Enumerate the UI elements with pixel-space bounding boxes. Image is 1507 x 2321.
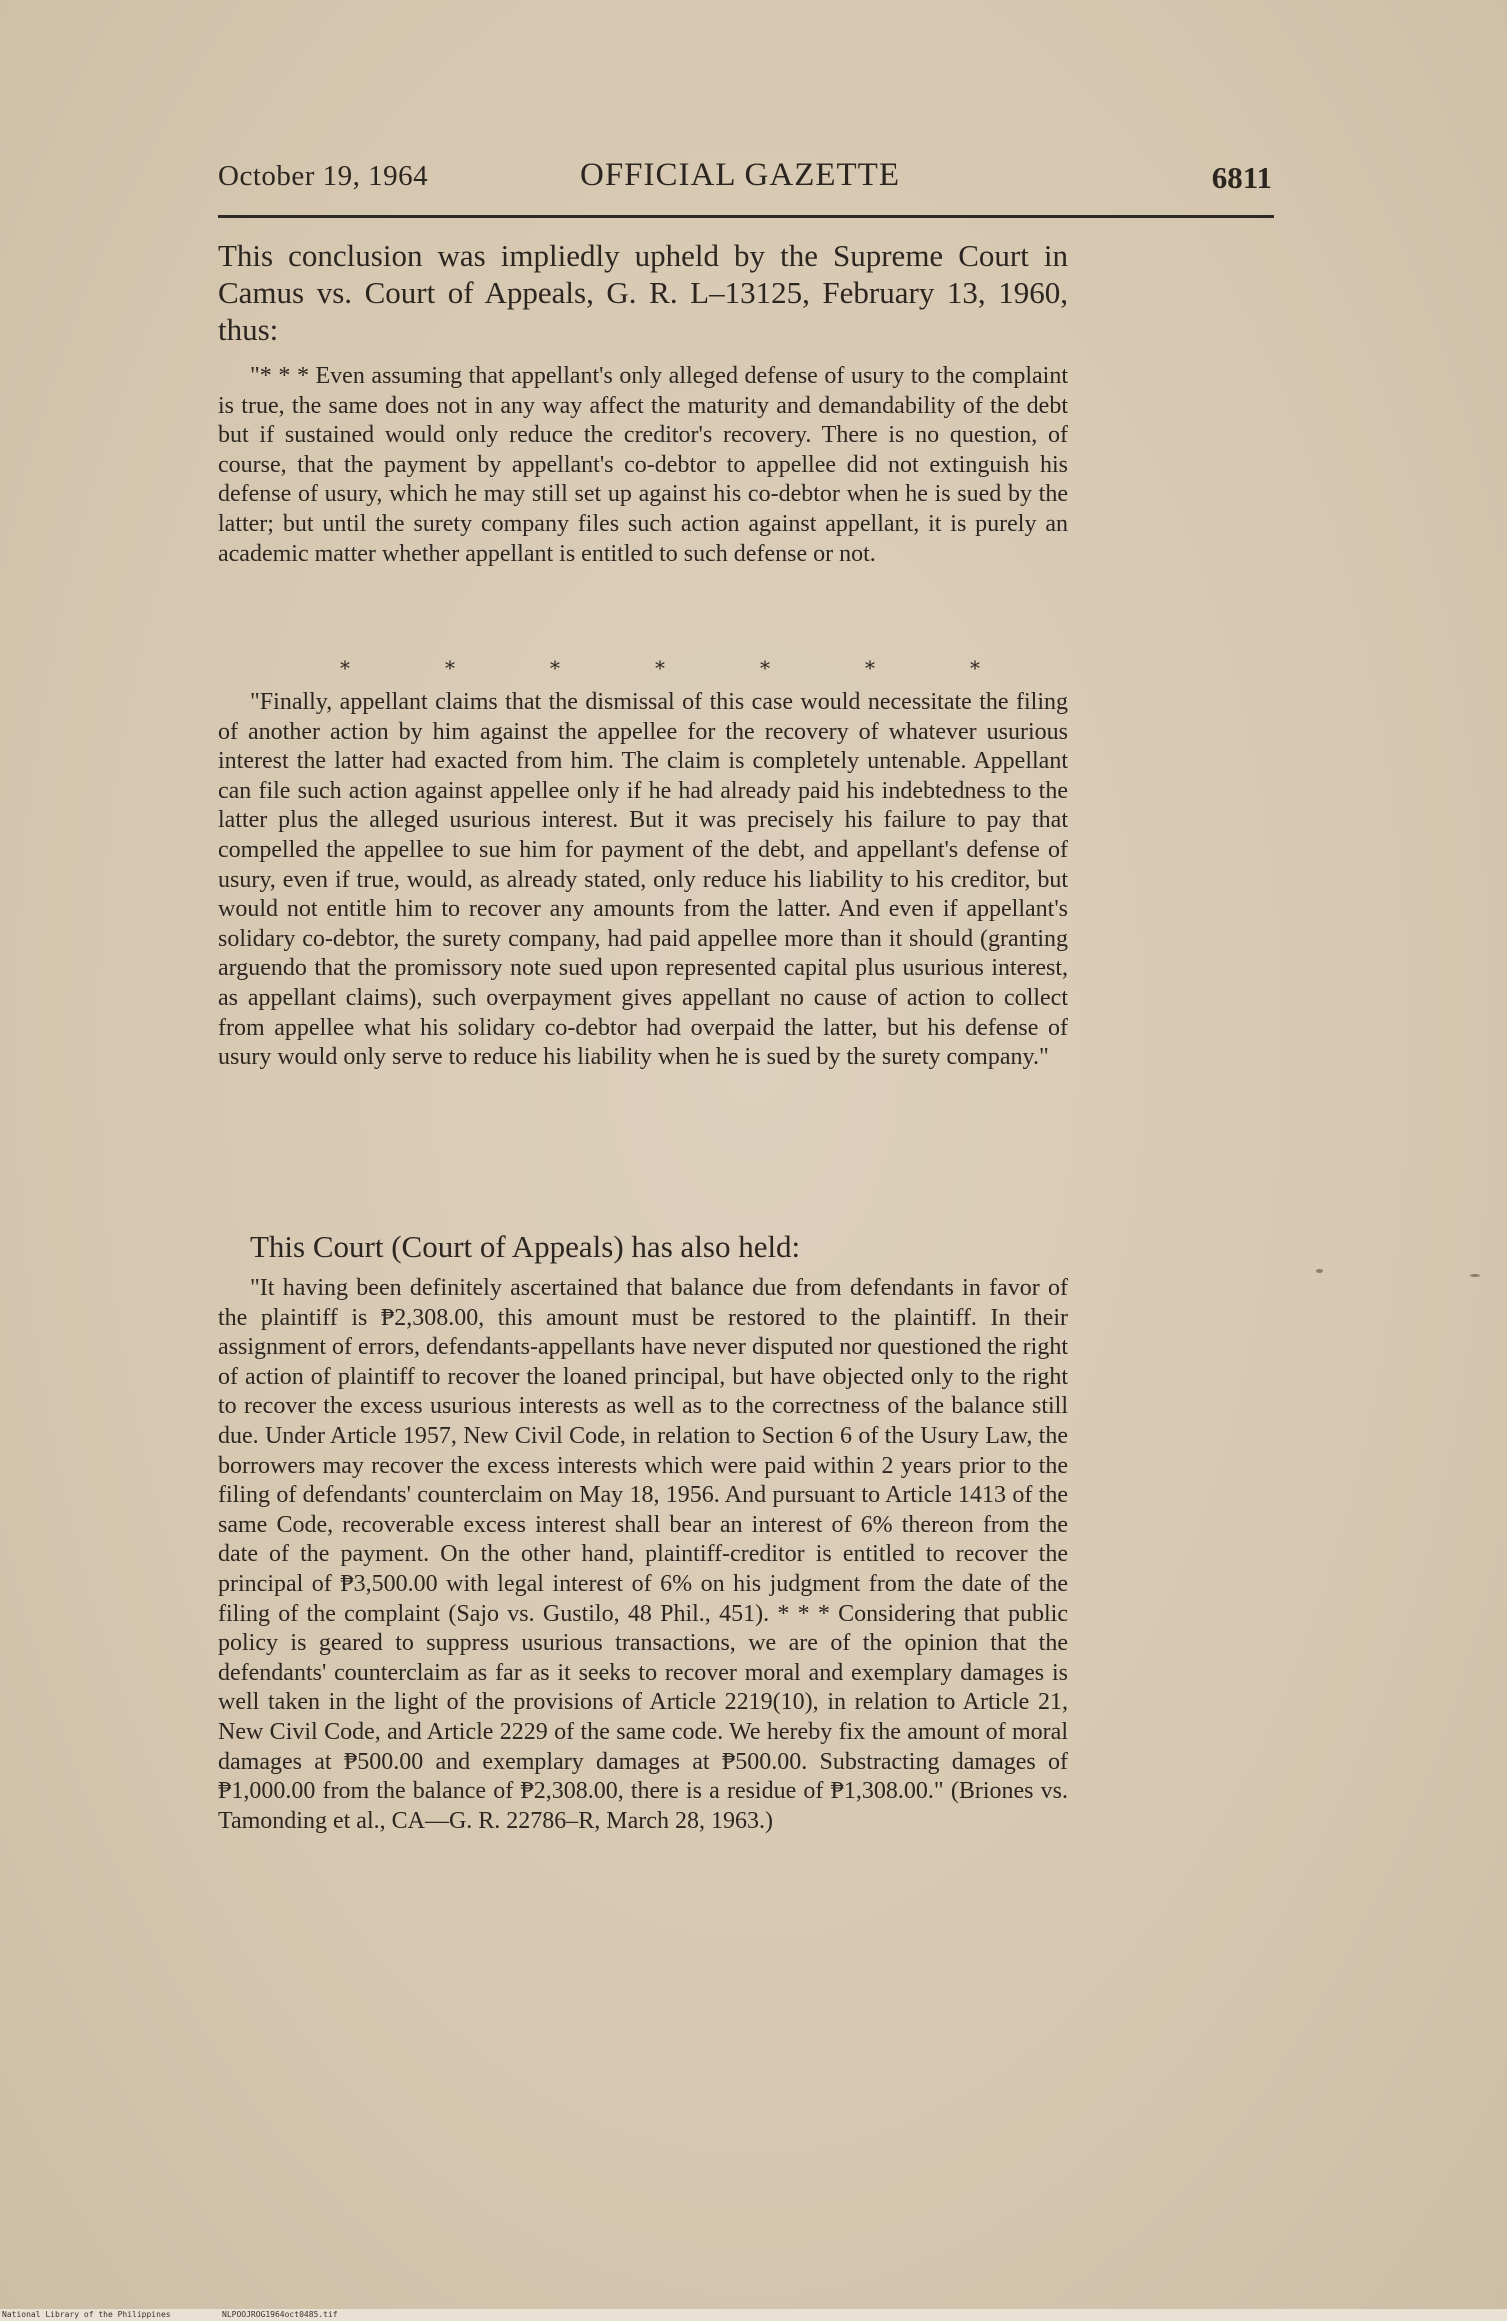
star: * xyxy=(865,656,875,680)
scan-filename: NLPOOJROG1964oct0485.tif xyxy=(222,2310,338,2319)
publication-title: OFFICIAL GAZETTE xyxy=(580,157,900,193)
page-number: 6811 xyxy=(1211,160,1272,195)
star: * xyxy=(445,656,455,680)
star: * xyxy=(340,656,350,680)
quoted-paragraph-2: "Finally, appellant claims that the dismissal of this case would necessitate the filing of another action by him against the appellee for the recovery of whatever usurious interest the latter had exacted from him. The claim is completely untenable. Appellant can file such action against appellee only if he had already paid his indebtedness to the latter plus the alleged usurious interest. But it was precisely his failure to pay that compelled the appellee to sue him for payment of the debt, and appellant's defense of usury, even if true, would, as already stated, only reduce his liability to his creditor, but would not entitle him to recover any amounts from the latter. And even if appellant's solidary co-debtor, the surety company, had paid appellee more than it should (granting arguendo that the promissory note sued upon represented capital plus usurious interest, as appellant claims), such overpayment gives appellant no cause of action to collect from appellee what his solidary co-debtor had overpaid the latter, but his defense of usury would only serve to reduce his liability when he is sued by the surety company." xyxy=(218,689,1068,1071)
quoted-paragraph-1: "* * * Even assuming that appellant's only alleged defense of usury to the complaint is true, the same does not in any way affect the maturity and demandability of the debt but if sustained would only reduce the creditor's recovery. There is no question, of course, that the payment by appellant's co-debtor to appellee did not extinguish his defense of usury, which he may still set up against his co-debtor when he is sued by the latter; but until the surety company files such action against appellant, it is purely an academic matter whether appellant is entitled to such defense or not. xyxy=(218,363,1068,567)
star: * xyxy=(760,656,770,680)
scan-footer xyxy=(0,2309,1507,2321)
paper-speck xyxy=(1316,1269,1323,1273)
intro-paragraph: This conclusion was impliedly upheld by the Supreme Court in Camus vs. Court of Appeals, G. R. L–13125, February 13, 1960, thus: xyxy=(218,238,1068,347)
section-heading: This Court (Court of Appeals) has also held: xyxy=(250,1229,801,1264)
star: * xyxy=(970,656,980,680)
header-rule xyxy=(218,215,1274,218)
library-credit: National Library of the Philippines xyxy=(2,2310,171,2319)
page-header xyxy=(218,157,1272,204)
star: * xyxy=(550,656,560,680)
header-date: October 19, 1964 xyxy=(218,160,429,192)
paper-speck xyxy=(1470,1274,1480,1277)
star: * xyxy=(655,656,665,680)
ellipsis-stars xyxy=(340,656,980,680)
quoted-paragraph-3: "It having been definitely ascertained that balance due from defendants in favor of the plaintiff is ₱2,308.00, this amount must be restored to the plaintiff. In their assignment of errors, defendants-appellants have never disputed nor questioned the right of action of plaintiff to recover the loaned principal, but have objected only to the right to recover the excess usurious interests as well as to the correctness of the balance still due. Under Article 1957, New Civil Code, in relation to Section 6 of the Usury Law, the borrowers may recover the excess interests which were paid within 2 years prior to the filing of defendants' counterclaim on May 18, 1956. And pursuant to Article 1413 of the same Code, recoverable excess interest shall bear an interest of 6% thereon from the date of the payment. On the other hand, plaintiff-creditor is entitled to recover the principal of ₱3,500.00 with legal interest of 6% on his judgment from the date of the filing of the complaint (Sajo vs. Gustilo, 48 Phil., 451). * * * Considering that public policy is geared to suppress usurious transactions, we are of the opinion that the defendants' counterclaim as far as it seeks to recover moral and exemplary damages is well taken in the light of the provisions of Article 2219(10), in relation to Article 21, New Civil Code, and Article 2229 of the same code. We hereby fix the amount of moral damages at ₱500.00 and exemplary damages at ₱500.00. Substracting damages of ₱1,000.00 from the balance of ₱2,308.00, there is a residue of ₱1,308.00." (Briones vs. Tamonding et al., CA—G. R. 22786–R, March 28, 1963.) xyxy=(218,1275,1068,1834)
